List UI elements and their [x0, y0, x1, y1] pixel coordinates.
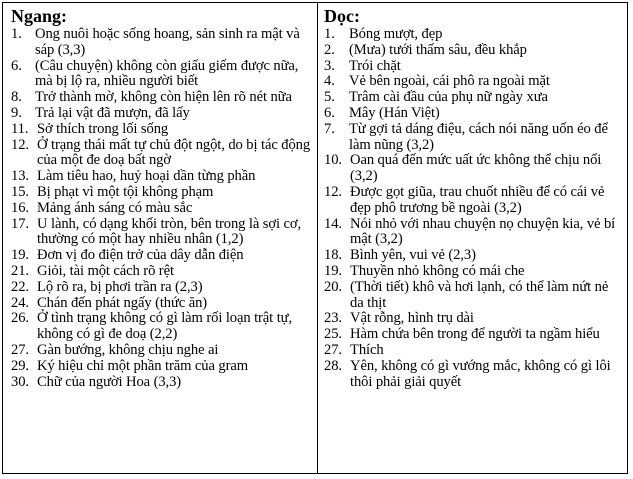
clue-text: Hàm chứa bên trong để người ta ngầm hiểu: [350, 326, 600, 343]
down-clue: [324, 43, 621, 59]
clue-text: Nói nhỏ với nhau chuyện nọ chuyện kia, vẻ bí mật (3,2): [350, 215, 616, 248]
clue-text: Thích: [350, 341, 384, 358]
across-clue: [11, 169, 311, 185]
down-clue: [324, 106, 621, 122]
clue-text: U lành, có dạng khối tròn, bên trong là sợi cơ, thường có một hay nhiều nhân (1,2): [37, 215, 302, 248]
across-clue: [11, 280, 311, 296]
clue-number: 18.: [324, 247, 342, 264]
across-clue: [11, 122, 311, 138]
clue-text: Chán đến phát ngấy (thức ăn): [37, 294, 208, 311]
down-clue: [324, 280, 621, 312]
down-heading: Dọc:: [324, 6, 360, 26]
down-clue: [324, 217, 621, 249]
clue-number: 24.: [11, 294, 29, 311]
clue-text: Làm tiêu hao, huỷ hoại dần từng phần: [37, 168, 256, 185]
across-clue: [11, 59, 311, 91]
down-clue: [324, 185, 621, 217]
clue-text: Trâm cài đầu của phụ nữ ngày xưa: [349, 89, 548, 106]
clue-text: Ong nuôi hoặc sống hoang, sản sinh ra mật và sáp (3,3): [35, 26, 300, 58]
clue-number: 9.: [11, 104, 22, 121]
clue-number: 6.: [11, 57, 22, 74]
across-column: [3, 3, 318, 473]
clue-text: Vật rỗng, hình trụ dài: [350, 310, 474, 327]
clue-number: 4.: [324, 73, 335, 90]
clue-text: Thuyền nhỏ không có mái che: [350, 262, 525, 279]
across-clue: [11, 185, 311, 201]
clue-number: 13.: [11, 168, 29, 185]
across-heading: Ngang:: [11, 6, 68, 26]
clue-number: 28.: [324, 357, 342, 374]
clue-number: 17.: [11, 215, 29, 232]
clue-text: Được gọt giũa, trau chuốt nhiều để có cái vẻ đẹp phô trương bề ngoài (3,2): [350, 183, 605, 216]
clue-number: 27.: [11, 341, 29, 358]
clue-number: 27.: [324, 341, 342, 358]
across-clue: [11, 106, 311, 122]
across-clue: [11, 264, 311, 280]
clue-number: 23.: [324, 310, 342, 327]
clue-number: 29.: [11, 357, 29, 374]
clue-number: 2.: [324, 41, 335, 58]
down-clue: [324, 327, 621, 343]
across-clue: [11, 311, 311, 343]
down-clue: [324, 153, 621, 185]
across-clue: [11, 343, 311, 359]
down-clue: [324, 90, 621, 106]
clue-text: Trả lại vật đã mượn, đã lấy: [35, 104, 190, 121]
clue-number: 3.: [324, 57, 335, 74]
clue-text: Đơn vị đo điện trở của dây dẫn điện: [37, 247, 244, 264]
clue-number: 10.: [324, 152, 342, 169]
clue-text: Chữ của người Hoa (3,3): [37, 373, 182, 390]
clue-number: 19.: [324, 262, 342, 279]
clue-text: Ký hiệu chỉ một phần trăm của gram: [37, 357, 248, 374]
down-clue: [324, 248, 621, 264]
clue-text: Sở thích trong lối sống: [37, 120, 169, 137]
across-clue: [11, 201, 311, 217]
clue-table: [2, 2, 628, 474]
clue-text: Yên, không có gì vướng mắc, không có gì lôi thôi phải giải quyết: [350, 357, 611, 390]
clue-number: 16.: [11, 199, 29, 216]
across-clue: [11, 138, 311, 170]
clue-text: Oan quá đến mức uất ức không thể chịu nổi (3,2): [350, 152, 602, 185]
clue-text: Ở trạng thái mất tự chủ đột ngột, do bị tác động của một đe doạ bất ngờ: [37, 136, 311, 169]
clue-number: 26.: [11, 310, 29, 327]
down-clue: [324, 27, 621, 43]
clue-number: 15.: [11, 183, 29, 200]
across-clue: [11, 296, 311, 312]
clue-number: 1.: [324, 26, 335, 42]
clue-text: Bóng mượt, đẹp: [349, 26, 443, 42]
clue-text: Vẻ bên ngoài, cái phô ra ngoài mặt: [349, 73, 550, 90]
clue-text: Ở tình trạng không có gì làm rối loạn trật tự, không có gì đe doạ (2,2): [37, 310, 293, 343]
down-clue: [324, 359, 621, 391]
clue-number: 8.: [11, 89, 22, 106]
clue-text: Mảng ánh sáng có màu sắc: [37, 199, 193, 216]
clue-text: Lộ rõ ra, bị phơi trần ra (2,3): [37, 278, 203, 295]
across-clue: [11, 359, 311, 375]
clue-number: 12.: [324, 183, 342, 200]
clue-number: 5.: [324, 89, 335, 106]
down-clue: [324, 59, 621, 75]
clue-text: Trói chặt: [349, 57, 401, 74]
across-clue: [11, 27, 311, 59]
down-clue-list: [324, 27, 621, 390]
across-clue-list: [11, 27, 311, 390]
clue-text: (Mưa) tưới thấm sâu, đều khắp: [349, 41, 527, 58]
clue-number: 20.: [324, 278, 342, 295]
across-clue: [11, 90, 311, 106]
across-clue: [11, 248, 311, 264]
down-clue: [324, 122, 621, 154]
clue-number: 14.: [324, 215, 342, 232]
clue-text: Từ gợi tả dáng điệu, cách nói năng uốn éo để làm nũng (3,2): [349, 120, 608, 153]
clue-number: 19.: [11, 247, 29, 264]
down-column: [318, 3, 627, 473]
clue-number: 7.: [324, 120, 335, 137]
clue-number: 25.: [324, 326, 342, 343]
clue-text: Mây (Hán Việt): [349, 104, 440, 121]
down-clue: [324, 264, 621, 280]
clue-text: (Thời tiết) khô và hơi lạnh, có thể làm nứt nẻ da thịt: [350, 278, 609, 311]
clue-number: 21.: [11, 262, 29, 279]
down-clue: [324, 343, 621, 359]
clue-number: 6.: [324, 104, 335, 121]
clue-text: Bị phạt vì một tội không phạm: [37, 183, 214, 200]
across-clue: [11, 217, 311, 249]
clue-number: 30.: [11, 373, 29, 390]
clue-text: (Câu chuyện) không còn giấu giếm được nữa, mà bị lộ ra, nhiều người biết: [35, 57, 299, 90]
clue-number: 22.: [11, 278, 29, 295]
clue-number: 11.: [11, 120, 29, 137]
down-clue: [324, 311, 621, 327]
clue-number: 1.: [11, 26, 22, 42]
down-clue: [324, 74, 621, 90]
across-clue: [11, 375, 311, 391]
clue-text: Bình yên, vui vẻ (2,3): [350, 247, 476, 264]
clue-number: 12.: [11, 136, 29, 153]
clue-text: Gàn bướng, không chịu nghe ai: [37, 341, 219, 358]
clue-text: Trở thành mờ, không còn hiện lên rõ nét nữa: [35, 89, 292, 106]
clue-text: Giỏi, tài một cách rõ rệt: [37, 262, 174, 279]
